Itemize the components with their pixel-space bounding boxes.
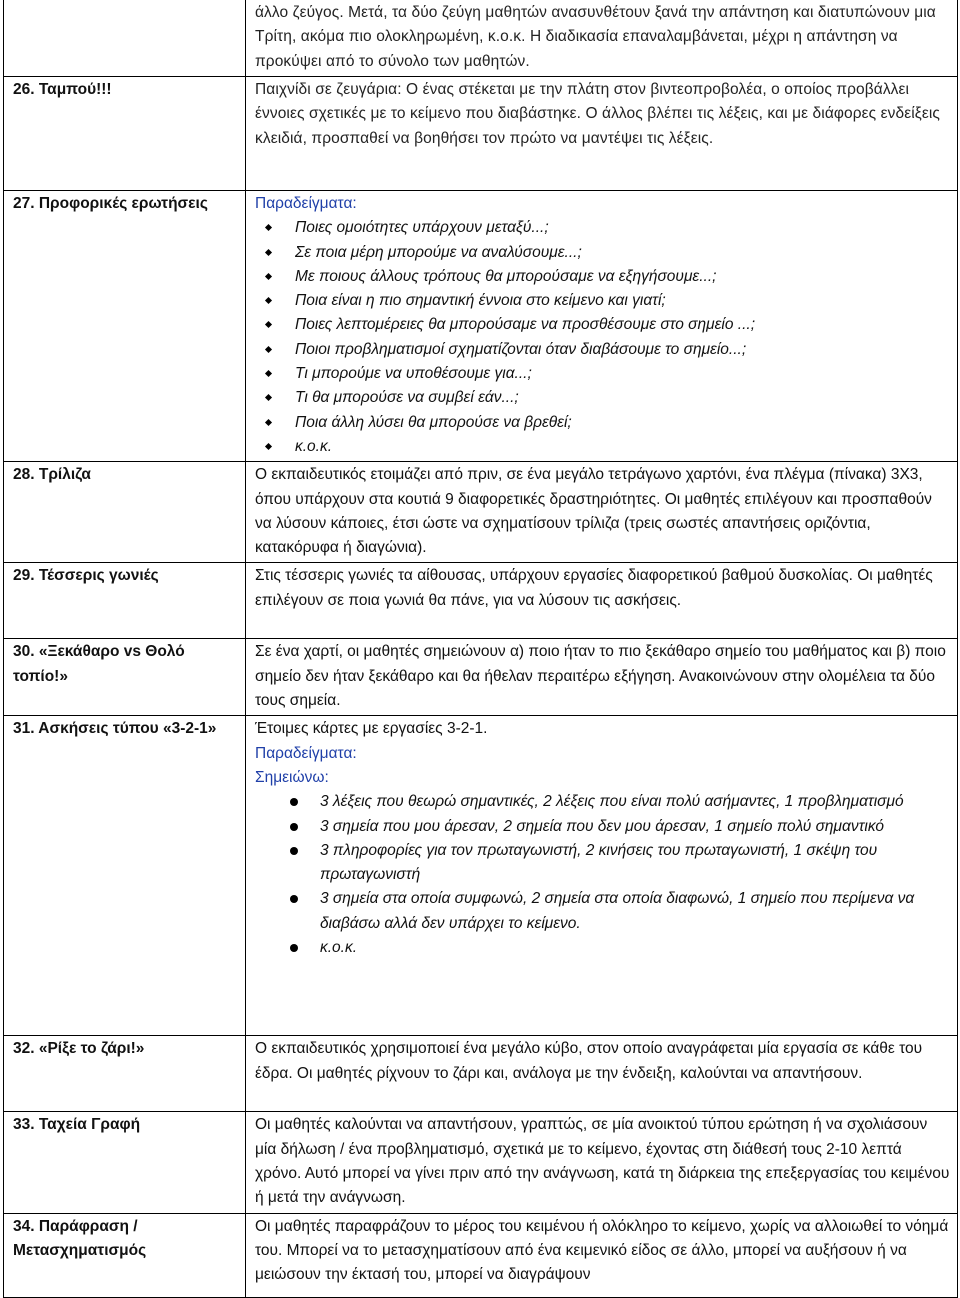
row-description: Ο εκπαιδευτικός ετοιμάζει από πριν, σε ένα μεγάλο τετράγωνο χαρτόνι, ένα πλέγμα (πίνακα) 3Χ3, όπου υπάρχουν στα κουτιά 9 διαφορετικές δραστηριότητες. Οι μαθητές επιλέγουν και προσπαθούν να λύσουν κάποιες, έτσι ώστε να σχηματίσουν τρίλιζα (τρεις σωστές απαντήσεις οριζόντια, κατακόρυφα ή διαγώνια).	[246, 462, 958, 563]
row-label: 26. Ταμπού!!!	[4, 77, 246, 191]
note-heading: Σημειώνω:	[255, 768, 329, 786]
task-list	[255, 790, 951, 960]
table-row	[4, 1036, 958, 1112]
table-row	[4, 639, 958, 716]
row-content	[246, 716, 958, 1036]
list-item: Τι μπορούμε να υποθέσουμε για...;	[295, 362, 951, 386]
examples-heading: Παραδείγματα:	[255, 744, 357, 762]
table-row	[4, 1112, 958, 1213]
list-item: Ποιες ομοιότητες υπάρχουν μεταξύ...;	[295, 216, 951, 240]
intro-text: Έτοιμες κάρτες με εργασίες 3-2-1.	[255, 720, 488, 738]
list-item: Ποιοι προβληματισμοί σχηματίζονται όταν διαβάσουμε το σημείο...;	[295, 338, 951, 362]
list-item: 3 πληροφορίες για τον πρωταγωνιστή, 2 κινήσεις του πρωταγωνιστή, 1 σκέψη του πρωταγωνιστή	[320, 839, 951, 888]
list-item: Ποιες λεπτομέρειες θα μπορούσαμε να προσθέσουμε στο σημείο ...;	[295, 313, 951, 337]
row-label: 27. Προφορικές ερωτήσεις	[4, 191, 246, 462]
row-label: 33. Ταχεία Γραφή	[4, 1112, 246, 1213]
list-item: 3 σημεία που μου άρεσαν, 2 σημεία που δεν μου άρεσαν, 1 σημείο πολύ σημαντικό	[320, 815, 951, 839]
row-description: Ο εκπαιδευτικός χρησιμοποιεί ένα μεγάλο κύβο, στον οποίο αναγράφεται μία εργασία σε κάθε του έδρα. Οι μαθητές ρίχνουν το ζάρι και, ανάλογα με την ένδειξη, καλούνται να απαντήσουν.	[246, 1036, 958, 1112]
table-row	[4, 0, 958, 77]
row-description: Οι μαθητές καλούνται να απαντήσουν, γραπτώς, σε μία ανοικτού τύπου ερώτηση ή να σχολιάσουν μία δήλωση / ένα προβληματισμό, σχετικά με το κείμενο, έχοντας στη διάθεσή τους 2-10 λεπτά χρόνο. Αυτό μπορεί να γίνει πριν από την ανάγνωση, κατά τη διάρκεια της επεξεργασίας του κειμένου ή μετά την ανάγνωση.	[246, 1112, 958, 1213]
table-row	[4, 563, 958, 639]
table-row	[4, 462, 958, 563]
table-row	[4, 77, 958, 191]
list-item: 3 λέξεις που θεωρώ σημαντικές, 2 λέξεις που είναι πολύ ασήμαντες, 1 προβληματισμό	[320, 790, 951, 814]
list-item: Τι θα μπορούσε να συμβεί εάν...;	[295, 386, 951, 410]
list-item: Ποια είναι η πιο σημαντική έννοια στο κείμενο και γιατί;	[295, 289, 951, 313]
question-list	[255, 216, 951, 459]
row-label: 30. «Ξεκάθαρο vs Θολό τοπίο!»	[4, 639, 246, 716]
row-description: άλλο ζεύγος. Μετά, τα δύο ζεύγη μαθητών ανασυνθέτουν ξανά την απάντηση και διατυπώνουν μια Τρίτη, ακόμα πιο ολοκληρωμένη, κ.ο.κ. Η διαδικασία επαναλαμβάνεται, μέχρι η απάντηση να προκύψει από το σύνολο των μαθητών.	[246, 0, 958, 77]
list-item: Ποια άλλη λύσει θα μπορούσε να βρεθεί;	[295, 411, 951, 435]
row-label: 28. Τρίλιζα	[4, 462, 246, 563]
row-description: Παιχνίδι σε ζευγάρια: Ο ένας στέκεται με την πλάτη στον βιντεοπροβολέα, ο οποίος προβάλλει έννοιες σχετικές με το κείμενο που διαβάστηκε. Ο άλλος βλέπει τις λέξεις, και με διάφορες ενδείξεις κλειδιά, προσπαθεί να βοηθήσει τον πρώτο να μαντέψει τις λέξεις.	[246, 77, 958, 191]
table-row	[4, 191, 958, 462]
table-row	[4, 716, 958, 1036]
row-label: 34. Παράφραση / Μετασχηματισμός	[4, 1213, 246, 1297]
list-item: κ.ο.κ.	[295, 435, 951, 459]
list-item: 3 σημεία στα οποία συμφωνώ, 2 σημεία στα οποία διαφωνώ, 1 σημείο που περίμενα να διαβάσω αλλά δεν υπάρχει το κείμενο.	[320, 887, 951, 936]
row-label: 31. Ασκήσεις τύπου «3-2-1»	[4, 716, 246, 1036]
row-label	[4, 0, 246, 77]
row-content	[246, 191, 958, 462]
row-label: 29. Τέσσερις γωνιές	[4, 563, 246, 639]
examples-heading: Παραδείγματα:	[255, 195, 357, 212]
strategies-table	[3, 0, 958, 1298]
list-item: Σε ποια μέρη μπορούμε να αναλύσουμε...;	[295, 241, 951, 265]
row-description: Σε ένα χαρτί, οι μαθητές σημειώνουν α) ποιο ήταν το πιο ξεκάθαρο σημείο του μαθήματος και β) ποιο σημείο δεν ήταν ξεκάθαρο και θα ήθελαν περαιτέρω εξήγηση. Ανακοινώνουν στην ολομέλεια τα δύο τους σημεία.	[246, 639, 958, 716]
table-row	[4, 1213, 958, 1297]
row-label: 32. «Ρίξε το ζάρι!»	[4, 1036, 246, 1112]
list-item: κ.ο.κ.	[320, 936, 951, 960]
list-item: Με ποιους άλλους τρόπους θα μπορούσαμε να εξηγήσουμε...;	[295, 265, 951, 289]
row-description: Στις τέσσερις γωνιές τα αίθουσας, υπάρχουν εργασίες διαφορετικού βαθμού δυσκολίας. Οι μαθητές επιλέγουν σε ποια γωνιά θα πάνε, για να λύσουν τις ασκήσεις.	[246, 563, 958, 639]
row-description: Οι μαθητές παραφράζουν το μέρος του κειμένου ή ολόκληρο το κείμενο, χωρίς να αλλοιωθεί το νόημά του. Μπορεί να το μετασχηματίσουν από ένα κειμενικό είδος σε άλλο, μπορεί να αυξήσουν ή να μειώσουν την έκτασή του, μπορεί να διαγράψουν	[246, 1213, 958, 1297]
